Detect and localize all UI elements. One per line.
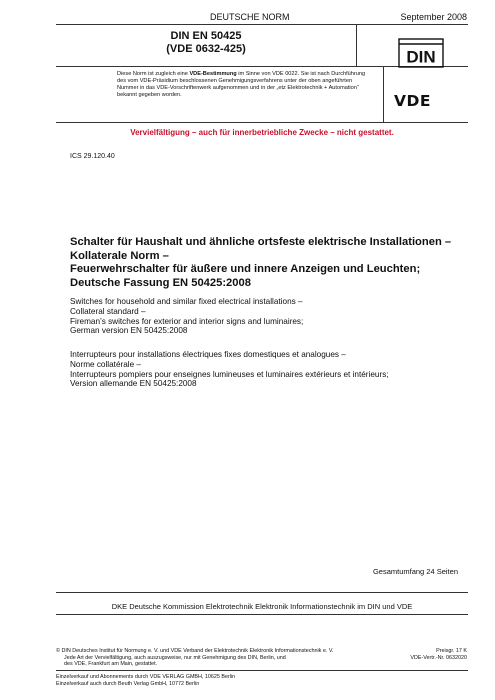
din-logo bbox=[398, 38, 444, 68]
ics-code: ICS 29.120.40 bbox=[70, 153, 115, 160]
title-line: Kollaterale Norm – bbox=[70, 249, 169, 262]
title-line: Interrupteurs pour installations électriques fixes domestiques et analogues – bbox=[70, 350, 346, 359]
price-info bbox=[410, 648, 467, 661]
title-line: Version allemande EN 50425:2008 bbox=[70, 379, 197, 389]
title-german bbox=[70, 236, 460, 290]
divider bbox=[56, 670, 468, 671]
note-rest: im Sinne von VDE 0022. Sie ist nach Durchführung des vom VDE-Präsidium beschlossenen Genehmigungsverfahrens unter der oben angeführten Nummer in das VDE-Vorschriftenwerk aufgenommen und in der „etz Elektrotechnik + Automation“ bekannt gegeben worden. bbox=[117, 71, 366, 98]
title-line: Switches for household and similar fixed electrical installations – bbox=[70, 297, 303, 306]
vde-number: (VDE 0632-425) bbox=[166, 43, 246, 55]
standard-number-block bbox=[56, 30, 356, 56]
title-line: Fireman’s switches for exterior and interior signs and luminaires; bbox=[70, 316, 304, 326]
title-french bbox=[70, 350, 460, 389]
title-line: Feuerwehrschalter für äußere und innere Anzeigen und Leuchten; bbox=[70, 263, 421, 275]
vde-note bbox=[117, 71, 370, 99]
total-pages: Gesamtumfang 24 Seiten bbox=[372, 567, 458, 576]
norm-label: DEUTSCHE NORM bbox=[210, 12, 290, 22]
copyright-line: © DIN Deutsches Institut für Normung e. V. und VDE Verband der Elektrotechnik Elektronik Informationstechnik e. V. bbox=[56, 648, 334, 654]
copyright-line: des VDE, Frankfurt am Main, gestattet. bbox=[64, 661, 158, 668]
vde-logo: VDE bbox=[394, 92, 431, 110]
sales-info bbox=[56, 674, 386, 687]
title-line: Schalter für Haushalt und ähnliche ortsfeste elektrische Installationen – bbox=[70, 236, 452, 248]
dke-line: DKE Deutsche Kommission Elektrotechnik Elektronik Informationstechnik im DIN und VDE bbox=[111, 602, 413, 611]
title-line: Interrupteurs pompiers pour enseignes lumineuses et luminaires extérieurs et intérieurs; bbox=[70, 369, 389, 379]
copyright-notice bbox=[56, 648, 386, 668]
price-group: Preisgr. 17 K bbox=[436, 648, 467, 654]
publication-date: September 2008 bbox=[400, 12, 467, 22]
copyright-line: Jede Art der Vervielfältigung, auch auszugsweise, nur mit Genehmigung des DIN, Berlin, und bbox=[64, 654, 286, 661]
title-english bbox=[70, 297, 460, 336]
title-line: Deutsche Fassung EN 50425:2008 bbox=[70, 276, 251, 289]
standard-number: DIN EN 50425 bbox=[170, 30, 242, 42]
note-bold: VDE-Bestimmung bbox=[189, 71, 237, 77]
divider bbox=[56, 122, 468, 123]
divider bbox=[56, 592, 468, 593]
divider bbox=[56, 614, 468, 615]
divider bbox=[56, 24, 468, 25]
divider bbox=[383, 66, 384, 122]
title-line: Norme collatérale – bbox=[70, 359, 141, 369]
copy-warning: Vervielfältigung – auch für innerbetriebliche Zwecke – nicht gestattet. bbox=[130, 128, 394, 137]
sales-line: Einzelverkauf auch durch Beuth Verlag GmbH, 10772 Berlin bbox=[56, 680, 200, 687]
divider bbox=[356, 24, 357, 66]
title-line: German version EN 50425:2008 bbox=[70, 326, 188, 336]
din-logo-text: DIN bbox=[406, 47, 436, 67]
sales-line: Einzelverkauf und Abonnements durch VDE VERLAG GMBH, 10625 Berlin bbox=[56, 674, 236, 680]
title-line: Collateral standard – bbox=[70, 306, 146, 316]
order-number: VDE-Vertr.-Nr. 0632020 bbox=[410, 654, 467, 661]
note-prefix: Diese Norm ist zugleich eine bbox=[117, 71, 190, 77]
